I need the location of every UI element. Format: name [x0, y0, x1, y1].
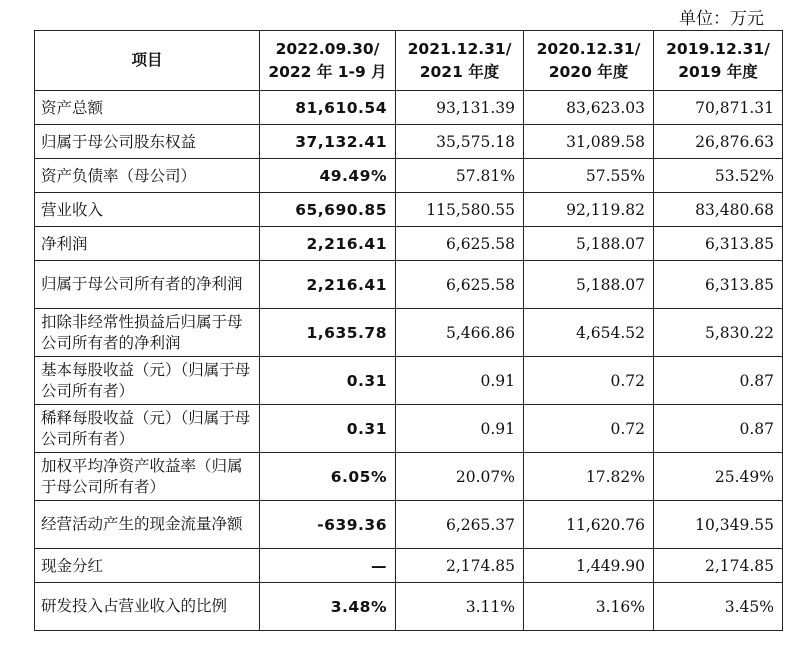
cell-2019: 3.45% — [654, 583, 783, 631]
cell-2021: 6,625.58 — [396, 261, 524, 309]
cell-2021: 5,466.86 — [396, 309, 524, 357]
cell-2019: 0.87 — [654, 405, 783, 453]
cell-2019: 70,871.31 — [654, 91, 783, 125]
cell-2022: 2,216.41 — [260, 261, 396, 309]
cell-2022: 81,610.54 — [260, 91, 396, 125]
cell-2020: 0.72 — [524, 405, 654, 453]
unit-label: 单位：万元 — [679, 9, 764, 29]
header-2020-period: 2020 年度 — [548, 62, 629, 81]
cell-2021: 0.91 — [396, 405, 524, 453]
cell-2019: 0.87 — [654, 357, 783, 405]
header-2022-q3-period: 2022 年 1-9 月 — [268, 62, 387, 81]
cell-2022: 49.49% — [260, 159, 396, 193]
row-label: 净利润 — [35, 227, 260, 261]
cell-2020: 83,623.03 — [524, 91, 654, 125]
table-header-row — [35, 31, 783, 91]
table-row — [35, 261, 783, 309]
cell-2019: 83,480.68 — [654, 193, 783, 227]
cell-2020: 5,188.07 — [524, 227, 654, 261]
row-label: 营业收入 — [35, 193, 260, 227]
row-label: 经营活动产生的现金流量净额 — [35, 501, 260, 549]
cell-2020: 3.16% — [524, 583, 654, 631]
cell-2022: -639.36 — [260, 501, 396, 549]
cell-2020: 17.82% — [524, 453, 654, 501]
row-label: 加权平均净资产收益率（归属于母公司所有者） — [35, 453, 260, 501]
table-row — [35, 193, 783, 227]
cell-2020: 0.72 — [524, 357, 654, 405]
header-2021 — [396, 31, 524, 91]
cell-2022: 0.31 — [260, 405, 396, 453]
table-row — [35, 309, 783, 357]
row-label: 归属于母公司股东权益 — [35, 125, 260, 159]
row-label: 归属于母公司所有者的净利润 — [35, 261, 260, 309]
cell-2021: 115,580.55 — [396, 193, 524, 227]
table-row — [35, 583, 783, 631]
header-2021-date: 2021.12.31/ — [407, 39, 512, 58]
cell-2020: 4,654.52 — [524, 309, 654, 357]
cell-2022: 65,690.85 — [260, 193, 396, 227]
cell-2022: 1,635.78 — [260, 309, 396, 357]
cell-2021: 35,575.18 — [396, 125, 524, 159]
cell-2019: 6,313.85 — [654, 261, 783, 309]
row-label: 资产总额 — [35, 91, 260, 125]
cell-2019: 6,313.85 — [654, 227, 783, 261]
cell-2019: 2,174.85 — [654, 549, 783, 583]
cell-2020: 11,620.76 — [524, 501, 654, 549]
row-label: 现金分红 — [35, 549, 260, 583]
cell-2022: 37,132.41 — [260, 125, 396, 159]
row-label: 扣除非经常性损益后归属于母公司所有者的净利润 — [35, 309, 260, 357]
header-2022-q3 — [260, 31, 396, 91]
table-row — [35, 453, 783, 501]
row-label: 稀释每股收益（元）（归属于母公司所有者） — [35, 405, 260, 453]
table-row — [35, 227, 783, 261]
header-2020-date: 2020.12.31/ — [536, 39, 641, 58]
cell-2020: 1,449.90 — [524, 549, 654, 583]
row-label: 资产负债率（母公司） — [35, 159, 260, 193]
cell-2022: 3.48% — [260, 583, 396, 631]
cell-2019: 10,349.55 — [654, 501, 783, 549]
cell-2020: 57.55% — [524, 159, 654, 193]
cell-2019: 5,830.22 — [654, 309, 783, 357]
table-row — [35, 125, 783, 159]
cell-2021: 57.81% — [396, 159, 524, 193]
cell-2020: 31,089.58 — [524, 125, 654, 159]
cell-2020: 5,188.07 — [524, 261, 654, 309]
table-row — [35, 357, 783, 405]
row-label: 研发投入占营业收入的比例 — [35, 583, 260, 631]
cell-2022: 0.31 — [260, 357, 396, 405]
table-row — [35, 91, 783, 125]
header-item: 项目 — [35, 31, 260, 91]
cell-2021: 0.91 — [396, 357, 524, 405]
cell-2021: 6,625.58 — [396, 227, 524, 261]
cell-2021: 6,265.37 — [396, 501, 524, 549]
header-2021-period: 2021 年度 — [419, 62, 500, 81]
row-label: 基本每股收益（元）（归属于母公司所有者） — [35, 357, 260, 405]
cell-2022: 6.05% — [260, 453, 396, 501]
cell-2021: 2,174.85 — [396, 549, 524, 583]
header-2019-period: 2019 年度 — [678, 62, 758, 81]
financial-data-table — [34, 30, 783, 631]
cell-2022: 2,216.41 — [260, 227, 396, 261]
header-2022-q3-date: 2022.09.30/ — [275, 39, 380, 58]
cell-2020: 92,119.82 — [524, 193, 654, 227]
header-2019-date: 2019.12.31/ — [666, 39, 770, 58]
cell-2019: 25.49% — [654, 453, 783, 501]
cell-2022: — — [260, 549, 396, 583]
table-row — [35, 405, 783, 453]
table-row — [35, 159, 783, 193]
cell-2021: 3.11% — [396, 583, 524, 631]
table-row — [35, 501, 783, 549]
cell-2021: 93,131.39 — [396, 91, 524, 125]
table-row — [35, 549, 783, 583]
cell-2019: 53.52% — [654, 159, 783, 193]
header-2019 — [654, 31, 783, 91]
header-2020 — [524, 31, 654, 91]
cell-2021: 20.07% — [396, 453, 524, 501]
cell-2019: 26,876.63 — [654, 125, 783, 159]
